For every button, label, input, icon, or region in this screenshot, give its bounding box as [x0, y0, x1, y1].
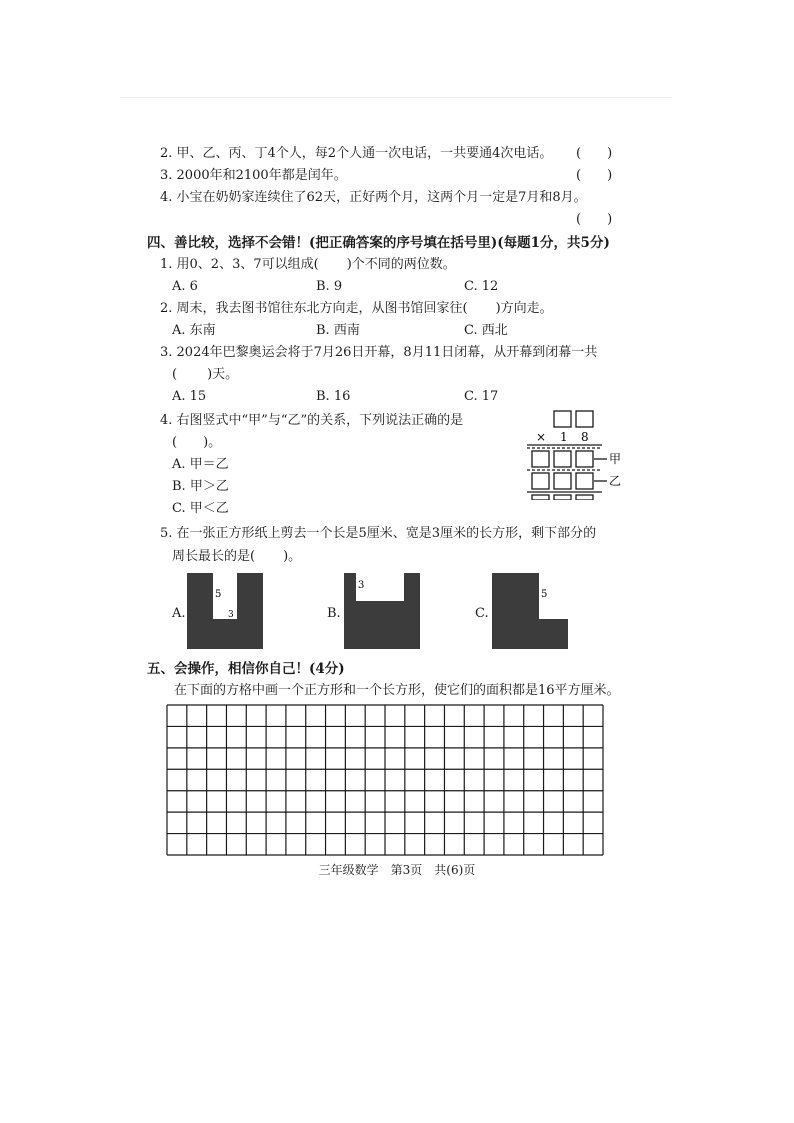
mult-jia-box-3[interactable]: [576, 451, 593, 467]
s4-q3-option-c[interactable]: C. 17: [464, 389, 499, 404]
figure-b-wid: 3: [358, 580, 365, 591]
figure-b[interactable]: [344, 573, 424, 651]
mult-jia-box-1[interactable]: [532, 451, 549, 467]
figure-c[interactable]: [492, 573, 572, 651]
s4-q3-option-a[interactable]: A. 15: [172, 389, 207, 404]
answer-paren-q2[interactable]: ( ): [576, 146, 613, 161]
s4-q2-text-a: 2. 周末，我去图书馆往东北方向走，从图书馆回家往(: [160, 301, 468, 316]
mult-sum-box-3[interactable]: [576, 495, 593, 500]
fig-label-a[interactable]: A.: [172, 606, 186, 621]
mult-label-yi: 乙: [609, 474, 622, 488]
section-5-title: 五、会操作，相信你自己！(4分): [147, 661, 345, 677]
answer-paren-q4[interactable]: ( ): [576, 212, 613, 227]
section-4-title: 四、善比较，选择不会错！(把正确答案的序号填在括号里)(每题1分，共5分): [147, 235, 610, 251]
s4-q3-text-b: )天。: [207, 367, 239, 382]
section-5-instruction: 在下面的方格中画一个正方形和一个长方形，使它们的面积都是16平方厘米。: [174, 683, 620, 698]
judge-q4: 4. 小宝在奶奶家连续住了62天，正好两个月，这两个月一定是7月和8月。: [160, 190, 587, 205]
mult-yi-box-3[interactable]: [576, 473, 593, 489]
s4-q2-option-b[interactable]: B. 西南: [316, 323, 360, 338]
s4-q3-line2: [172, 366, 238, 384]
drawing-grid[interactable]: [166, 704, 604, 856]
s4-q1-option-c[interactable]: C. 12: [464, 279, 499, 294]
answer-paren-q3[interactable]: ( ): [576, 168, 613, 183]
judge-q2: 2. 甲、乙、丙、丁4个人，每2个人通一次电话，一共要通4次电话。: [160, 146, 553, 161]
s4-q2-text-b: )方向走。: [495, 301, 553, 316]
page-footer: 三年级数学 第3页 共(6)页: [318, 863, 476, 877]
multiplication-figure: [522, 410, 632, 500]
s4-q5-text-a: 周长最长的是(: [172, 549, 256, 564]
mult-yi-box-2[interactable]: [554, 473, 571, 489]
mult-top-box-1[interactable]: [554, 411, 571, 427]
mult-sum-box-2[interactable]: [554, 495, 571, 500]
s4-q1: [160, 256, 456, 274]
mult-label-jia: 甲: [609, 452, 622, 466]
s4-q1-text-b: )个不同的两位数。: [346, 257, 456, 272]
judge-q3: 3. 2000年和2100年都是闰年。: [160, 168, 347, 183]
s4-q3-line1: 3. 2024年巴黎奥运会将于7月26日开幕，8月11日闭幕，从开幕到闭幕一共: [160, 345, 598, 360]
figure-c-len: 5: [541, 589, 548, 600]
mult-sum-box-1[interactable]: [532, 495, 549, 500]
s4-q2-option-a[interactable]: A. 东南: [172, 323, 216, 338]
mult-jia-box-2[interactable]: [554, 451, 571, 467]
s4-q4-line1: 4. 右图竖式中“甲”与“乙”的关系，下列说法正确的是: [160, 413, 464, 428]
mult-top-box-2[interactable]: [576, 411, 593, 427]
s4-q4-option-a[interactable]: A. 甲＝乙: [172, 457, 229, 472]
mult-digit-8: 8: [581, 430, 589, 444]
s4-q3-option-b[interactable]: B. 16: [316, 389, 351, 404]
s4-q4-blank[interactable]: ( )。: [172, 435, 222, 450]
s4-q1-option-b[interactable]: B. 9: [316, 279, 343, 294]
figure-a[interactable]: [187, 573, 267, 651]
s4-q4-option-b[interactable]: B. 甲＞乙: [172, 479, 229, 494]
fig-label-b[interactable]: B.: [327, 606, 341, 621]
figure-a-wid: 3: [228, 610, 234, 620]
s4-q4-option-c[interactable]: C. 甲＜乙: [172, 501, 229, 516]
s4-q5-line1: 5. 在一张正方形纸上剪去一个长是5厘米、宽是3厘米的长方形，剩下部分的: [160, 526, 597, 541]
s4-q5-text-b: )。: [283, 549, 302, 564]
s4-q3-text-a: (: [172, 367, 178, 382]
s4-q1-text-a: 1. 用0、2、3、7可以组成(: [160, 257, 319, 272]
mult-yi-box-1[interactable]: [532, 473, 549, 489]
s4-q2: [160, 300, 553, 318]
s4-q2-option-c[interactable]: C. 西北: [464, 323, 508, 338]
mult-times-sign: ×: [536, 430, 547, 444]
s4-q5-line2: [172, 548, 301, 566]
top-rule: [120, 97, 672, 98]
mult-digit-1: 1: [560, 430, 568, 444]
fig-label-c[interactable]: C.: [475, 606, 489, 621]
s4-q1-option-a[interactable]: A. 6: [172, 279, 198, 294]
figure-a-len: 5: [215, 589, 222, 600]
